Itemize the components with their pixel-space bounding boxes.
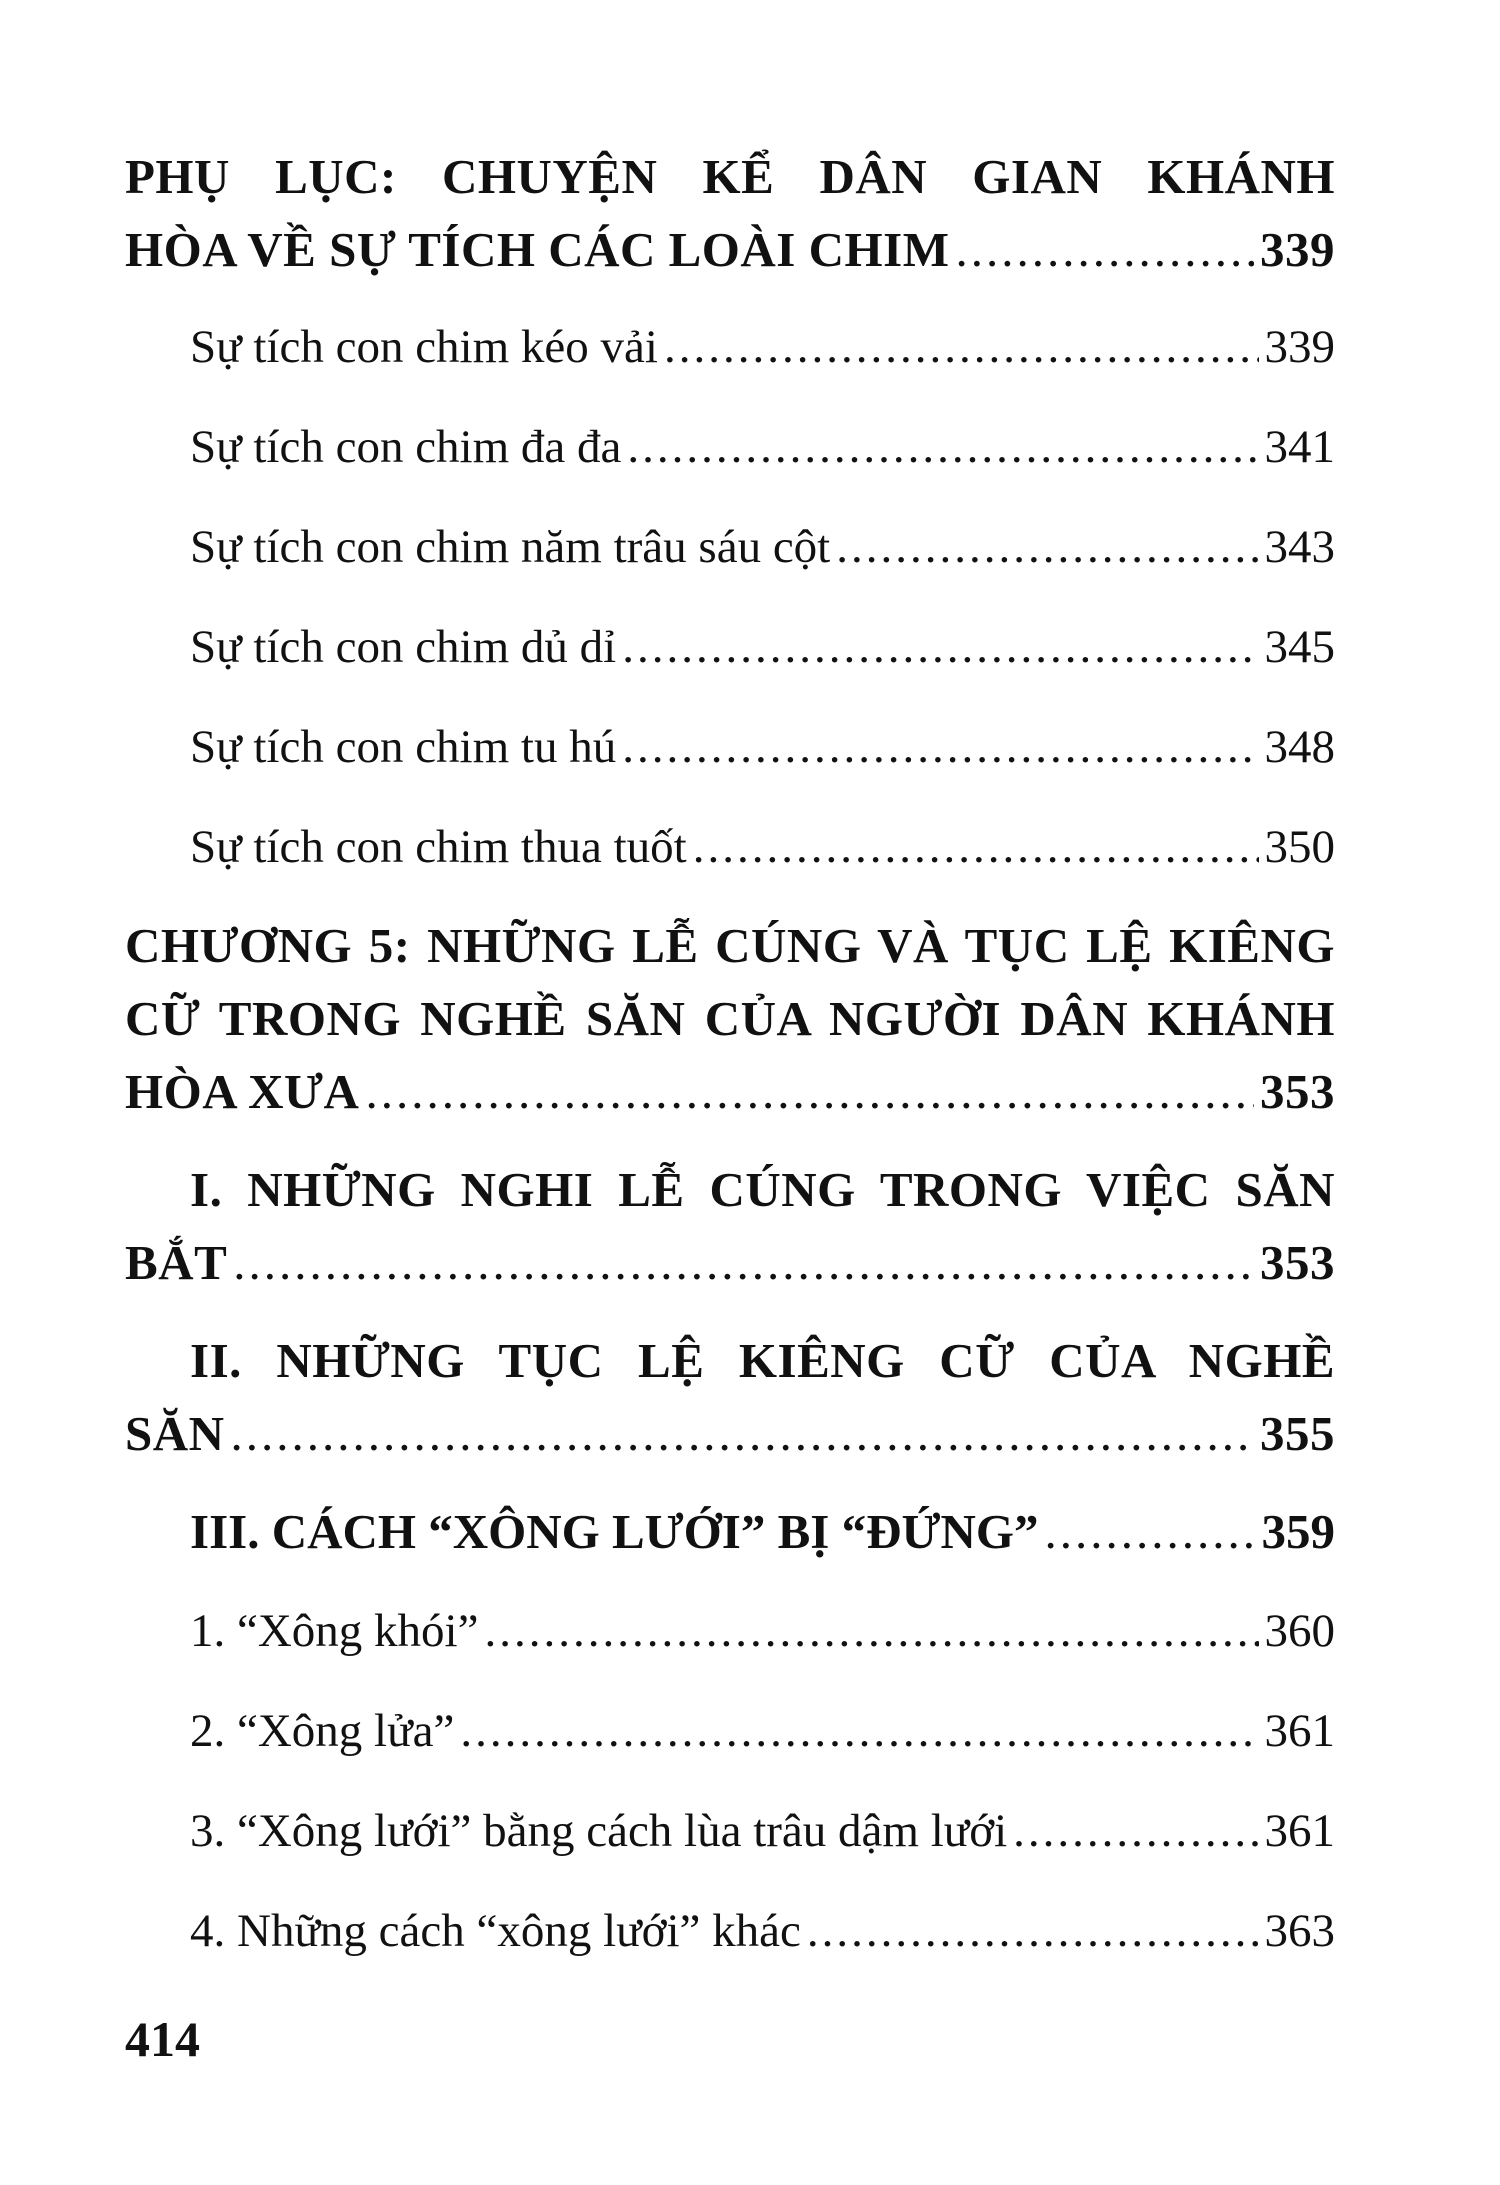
toc-entry-title-line: HÒA VỀ SỰ TÍCH CÁC LOÀI CHIM <box>125 222 950 277</box>
dot-leader <box>231 1397 1254 1470</box>
toc-entry-item <box>125 1795 1335 1868</box>
toc-entry-item <box>125 1895 1335 1968</box>
toc-page-number: 363 <box>1264 1905 1335 1957</box>
toc-page-number: 361 <box>1264 1805 1335 1857</box>
toc-entry-story <box>125 611 1335 684</box>
toc-entry-title-line: CHƯƠNG 5: NHỮNG LỄ CÚNG VÀ TỤC LỆ KIÊNG <box>125 918 1335 973</box>
dot-leader <box>836 511 1258 584</box>
toc-entry-title-line: PHỤ LỤC: CHUYỆN KỂ DÂN GIAN KHÁNH <box>125 149 1335 204</box>
toc-entry-story <box>125 311 1335 384</box>
toc-entry-item <box>125 1595 1335 1668</box>
toc-page-number: 345 <box>1264 621 1335 673</box>
toc-entry-title: Sự tích con chim năm trâu sáu cột <box>190 521 831 573</box>
dot-leader <box>484 1595 1258 1668</box>
toc-entry-section <box>125 1495 1335 1568</box>
toc-entry-title: 1. “Xông khói” <box>190 1605 479 1657</box>
dot-leader <box>365 1055 1254 1128</box>
toc-entry-title: Sự tích con chim kéo vải <box>190 321 658 373</box>
toc-entry-title: Sự tích con chim tu hú <box>190 721 617 773</box>
toc-page-number: 341 <box>1264 421 1335 473</box>
toc-page-number: 339 <box>1260 222 1335 277</box>
toc-entry-title: Sự tích con chim đa đa <box>190 421 622 473</box>
dot-leader <box>1044 1495 1255 1568</box>
dot-leader <box>233 1226 1254 1299</box>
toc-page-number: 348 <box>1264 721 1335 773</box>
toc-page-number: 360 <box>1264 1605 1335 1657</box>
toc-entry-title: 4. Những cách “xông lưới” khác <box>190 1905 801 1957</box>
dot-leader <box>807 1895 1259 1968</box>
toc-entry-story <box>125 711 1335 784</box>
toc-page-number: 339 <box>1264 321 1335 373</box>
toc-page-number: 343 <box>1264 521 1335 573</box>
dot-leader <box>693 811 1259 884</box>
toc-page-number: 361 <box>1264 1705 1335 1757</box>
toc-page-number: 359 <box>1261 1504 1335 1559</box>
toc-entry-title-line: CỮ TRONG NGHỀ SĂN CỦA NGƯỜI DÂN KHÁNH <box>125 991 1335 1046</box>
toc-entry-title: 2. “Xông lửa” <box>190 1705 455 1757</box>
dot-leader <box>1013 1795 1258 1868</box>
toc-entry-title-line: HÒA XƯA <box>125 1064 360 1119</box>
toc-entry-title-line: I. NHỮNG NGHI LỄ CÚNG TRONG VIỆC SĂN <box>190 1162 1335 1217</box>
dot-leader <box>664 311 1259 384</box>
table-of-contents <box>125 140 1335 1968</box>
toc-entry-title-line: BẮT <box>125 1235 228 1290</box>
toc-entry-appendix <box>125 140 1335 286</box>
toc-entry-title: 3. “Xông lưới” bằng cách lùa trâu dậm lưới <box>190 1805 1008 1857</box>
dot-leader <box>622 711 1258 784</box>
toc-entry-title: III. CÁCH “XÔNG LƯỚI” BỊ “ĐỨNG” <box>190 1504 1039 1559</box>
toc-entry-title-line: II. NHỮNG TỤC LỆ KIÊNG CỮ CỦA NGHỀ <box>190 1333 1335 1388</box>
toc-page-number: 353 <box>1260 1235 1335 1290</box>
toc-page-number: 353 <box>1260 1064 1335 1119</box>
toc-entry-section <box>125 1324 1335 1470</box>
toc-entry-title: Sự tích con chim dủ dỉ <box>190 621 617 673</box>
toc-entry-item <box>125 1695 1335 1768</box>
toc-entry-title: Sự tích con chim thua tuốt <box>190 821 687 873</box>
dot-leader <box>460 1695 1258 1768</box>
toc-page-number: 355 <box>1260 1406 1335 1461</box>
toc-page-number: 350 <box>1264 821 1335 873</box>
dot-leader <box>955 213 1254 286</box>
dot-leader <box>622 611 1258 684</box>
page-number: 414 <box>125 2011 200 2067</box>
toc-entry-story <box>125 811 1335 884</box>
toc-entry-title-line: SĂN <box>125 1406 225 1461</box>
toc-entry-section <box>125 1153 1335 1299</box>
dot-leader <box>627 411 1258 484</box>
toc-entry-story <box>125 411 1335 484</box>
toc-entry-chapter <box>125 909 1335 1128</box>
toc-entry-story <box>125 511 1335 584</box>
